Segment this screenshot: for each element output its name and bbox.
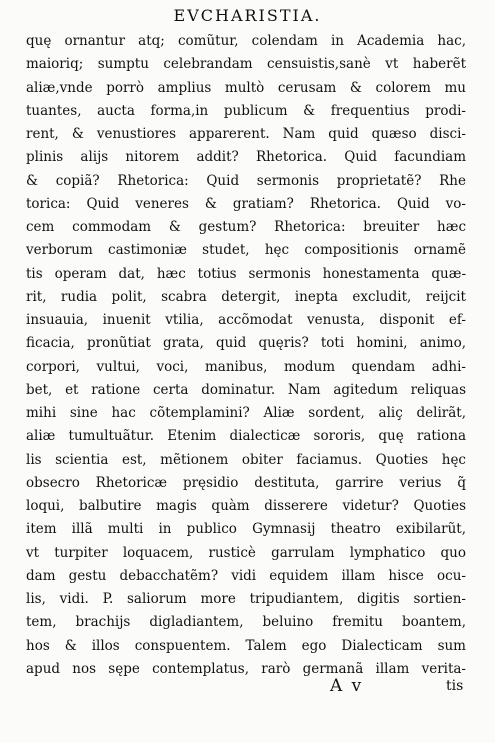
text-line: obsecro Rhetoricæ pręsidio destituta, garrire verius q̃ <box>26 474 466 491</box>
text-line: tuantes, aucta forma,in publicum & frequentius prodi- <box>26 102 466 119</box>
text-line: tem, brachijs digladiantem, beluino fremitu boantem, <box>26 614 466 631</box>
text-line: lis, vidi. P. saliorum more tripudiantem, digitis sortien- <box>26 591 466 607</box>
text-line: rit, rudia polit, scabra detergit, inepta excludit, reijcit <box>26 288 466 305</box>
text-line: mihi sine hac cõtemplamini? Aliæ sordent, aliç delirãt, <box>26 405 466 421</box>
text-line: aliæ,vnde porrò amplius multò cerusam & colorem mu <box>26 79 466 96</box>
text-line: plinis alijs nitorem addit? Rhetorica. Quid facundiam <box>26 149 466 166</box>
text-line: maioriq; sumptu celebrandam censuistis,sanè vt haberẽt <box>26 56 466 73</box>
text-line: bet, et ratione certa dominatur. Nam agitedum reliquas <box>26 381 466 398</box>
text-line: quę ornantur atq; comũtur, colendam in Academia hac, <box>26 33 466 49</box>
text-line: dam gestu debacchatẽm? vidi equidem illam hisce ocu- <box>26 567 466 584</box>
text-line: item illã multi in publico Gymnasij theatro exibilarũt, <box>26 521 466 538</box>
text-line: torica: Quid veneres & gratiam? Rhetorica. Quid vo- <box>26 195 466 212</box>
text-line: hos & illos conspuentem. Talem ego Dialecticam sum <box>26 637 466 654</box>
signature-mark: A v <box>330 676 364 696</box>
text-line: & copiã? Rhetorica: Quid sermonis proprietatẽ? Rhe <box>26 172 466 189</box>
body-text <box>26 30 466 681</box>
text-line: vt turpiter loquacem, rusticè garrulam lymphatico quo <box>26 544 466 561</box>
text-line: apud nos sępe contemplatus, rarò germanã illam verita- <box>26 660 466 677</box>
text-line: ficacia, pronũtiat grata, quid quęris? toti homini, animo, <box>26 335 466 352</box>
text-line: rent, & venustiores apparerent. Nam quid quæso disci- <box>26 126 466 142</box>
text-line: loqui, balbutire magis quàm disserere videtur? Quoties <box>26 498 466 514</box>
text-line: verborum castimoniæ studet, hęc compositionis ornamẽ <box>26 242 466 259</box>
catchword: tis <box>446 678 464 694</box>
text-line: insuauia, inuenit vtilia, accõmodat venusta, disponit ef- <box>26 312 466 328</box>
text-line: tis operam dat, hæc totius sermonis honestamenta quæ- <box>26 265 466 282</box>
text-line: corpori, vultui, voci, manibus, modum quendam adhi- <box>26 358 466 375</box>
running-head: EVCHARISTIA. <box>173 6 322 25</box>
text-line: cem commodam & gestum? Rhetorica: breuiter hæc <box>26 219 466 235</box>
text-line: aliæ tumultuãtur. Etenim dialecticæ sororis, quę rationa <box>26 428 466 445</box>
text-line: lis scientia est, mẽtionem obiter faciamus. Quoties hęc <box>26 451 466 468</box>
